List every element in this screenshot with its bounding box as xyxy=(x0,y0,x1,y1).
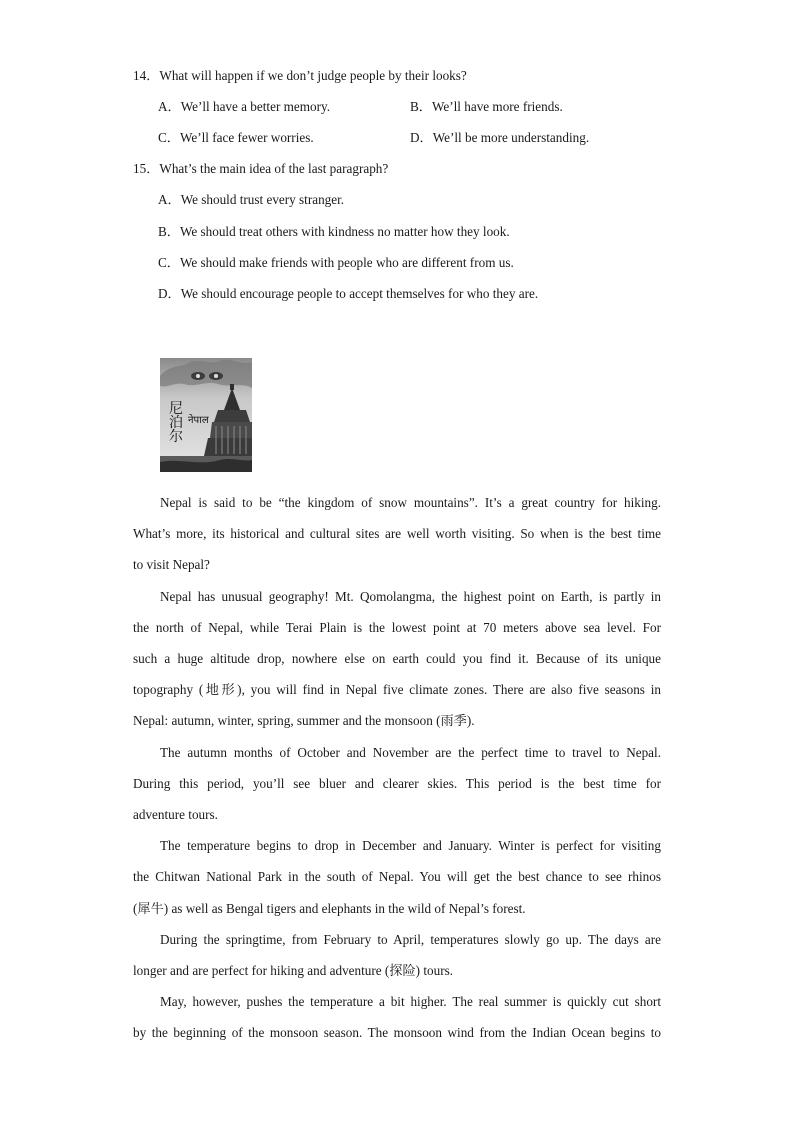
passage-p2-line2: the north of Nepal, while Terai Plain is the lowest point at 70 meters above sea level. For xyxy=(133,620,661,635)
passage-p6-line1: May, however, pushes the temperature a bit higher. The real summer is quickly cut short xyxy=(160,994,661,1009)
passage-p4-line2: the Chitwan National Park in the south of Nepal. You will get the best chance to see rhinos xyxy=(133,869,661,884)
passage-p5-line1: During the springtime, from February to April, temperatures slowly go up. The days are xyxy=(160,932,661,947)
passage-p3-line1: The autumn months of October and November are the perfect time to travel to Nepal. xyxy=(160,745,661,760)
passage-p1-line2: What’s more, its historical and cultural sites are well worth visiting. So when is the best time xyxy=(133,526,661,541)
question-15-option-a: A．We should trust every stranger. xyxy=(158,192,345,207)
nepal-temple-image xyxy=(160,358,252,472)
passage-p4-line3: (犀牛) as well as Bengal tigers and elephants in the wild of Nepal’s forest. xyxy=(133,901,526,916)
question-14-option-c: C．We’ll face fewer worries. xyxy=(158,130,314,145)
question-14-option-d: D．We’ll be more understanding. xyxy=(410,130,590,145)
passage-p2-line1: Nepal has unusual geography! Mt. Qomolangma, the highest point on Earth, is partly in xyxy=(160,589,661,604)
image-caption-native: नेपाल xyxy=(188,415,209,426)
question-15-stem: 15．What’s the main idea of the last paragraph? xyxy=(133,161,389,176)
question-15-option-b: B．We should treat others with kindness no matter how they look. xyxy=(158,224,510,239)
question-14-option-a: A．We’ll have a better memory. xyxy=(158,99,331,114)
passage-p3-line3: adventure tours. xyxy=(133,807,218,822)
question-15-option-c: C．We should make friends with people who are different from us. xyxy=(158,255,514,270)
question-14-stem: 14．What will happen if we don’t judge people by their looks? xyxy=(133,68,467,83)
passage-p2-line4: topography (地形), you will find in Nepal five climate zones. There are also five seasons in xyxy=(133,682,661,697)
passage-p3-line2: During this period, you’ll see bluer and clearer skies. This period is the best time for xyxy=(133,776,661,791)
passage-p6-line2: by the beginning of the monsoon season. The monsoon wind from the Indian Ocean begins to xyxy=(133,1025,661,1040)
question-15-option-d: D．We should encourage people to accept themselves for who they are. xyxy=(158,286,539,301)
passage-p5-line2: longer and are perfect for hiking and adventure (探险) tours. xyxy=(133,963,454,978)
passage-p4-line1: The temperature begins to drop in December and January. Winter is perfect for visiting xyxy=(160,838,661,853)
question-14-option-b: B．We’ll have more friends. xyxy=(410,99,563,114)
passage-p1-line3: to visit Nepal? xyxy=(133,557,210,572)
passage-p1-line1: Nepal is said to be “the kingdom of snow mountains”. It’s a great country for hiking. xyxy=(160,495,661,510)
passage-p2-line5: Nepal: autumn, winter, spring, summer and the monsoon (雨季). xyxy=(133,713,475,728)
passage-p2-line3: such a huge altitude drop, nowhere else on earth could you find it. Because of its unique xyxy=(133,651,661,666)
image-caption-chinese: 尼泊尔 xyxy=(169,401,183,445)
